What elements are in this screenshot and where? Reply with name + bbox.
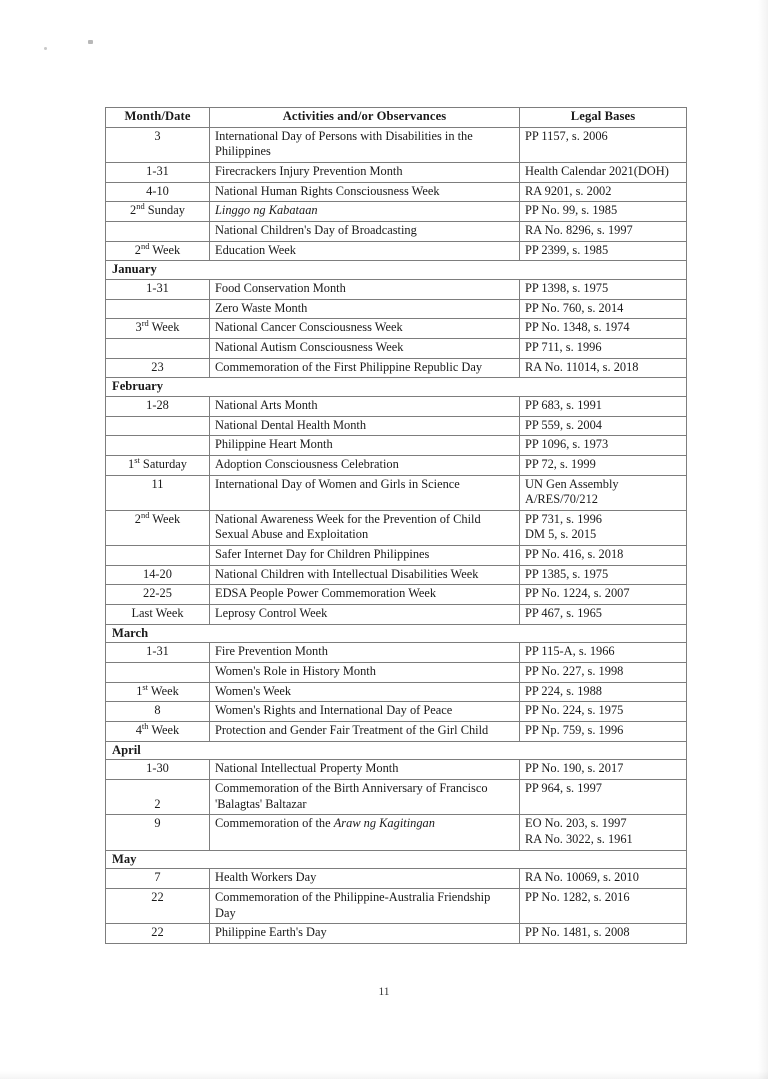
cell-month-date: 22-25 [106,585,210,605]
cell-activity: Philippine Heart Month [210,436,520,456]
scan-speck [44,47,47,50]
table-row [106,760,687,780]
cell-activity: National Human Rights Consciousness Week [210,182,520,202]
cell-activity: Leprosy Control Week [210,604,520,624]
cell-activity: Women's Role in History Month [210,663,520,683]
cell-month-date [106,221,210,241]
cell-month-date: 11 [106,475,210,510]
cell-legal-basis [520,546,687,566]
table-row [106,889,687,924]
legal-basis-line: PP 1385, s. 1975 [525,566,609,581]
cell-legal-basis [520,221,687,241]
cell-legal-basis [520,455,687,475]
cell-activity: Commemoration of the Birth Anniversary of Francisco 'Balagtas' Baltazar [210,780,520,815]
cell-legal-basis [520,475,687,510]
cell-month-date: 2nd Week [106,510,210,545]
legal-basis-line: PP 559, s. 2004 [525,417,602,432]
cell-activity: EDSA People Power Commemoration Week [210,585,520,605]
table-row [106,663,687,683]
cell-month-date: 2 [106,780,210,815]
cell-legal-basis [520,319,687,339]
cell-activity: National Dental Health Month [210,416,520,436]
cell-activity: Food Conservation Month [210,280,520,300]
legal-basis-line: PP 115-A, s. 1966 [525,644,615,659]
cell-activity: Commemoration of the Araw ng Kagitingan [210,815,520,850]
cell-activity: International Day of Persons with Disabilities in the Philippines [210,127,520,162]
scan-edge-shadow [758,0,768,1079]
table-row [106,182,687,202]
cell-month-date: 2nd Week [106,241,210,261]
cell-legal-basis [520,280,687,300]
cell-month-date: 1st Week [106,682,210,702]
month-label: February [106,378,687,397]
table-row [106,702,687,722]
legal-basis-line: PP No. 99, s. 1985 [525,203,618,218]
cell-legal-basis [520,182,687,202]
observances-table [105,107,687,944]
cell-activity: National Children's Day of Broadcasting [210,221,520,241]
legal-basis-line: PP No. 760, s. 2014 [525,300,624,315]
cell-month-date [106,663,210,683]
legal-basis-line: RA No. 10069, s. 2010 [525,870,639,885]
cell-month-date: 3 [106,127,210,162]
table-row [106,643,687,663]
month-label: January [106,261,687,280]
table-row [106,682,687,702]
legal-basis-line: EO No. 203, s. 1997 [525,816,627,831]
table-row [106,721,687,741]
cell-activity: Safer Internet Day for Children Philippines [210,546,520,566]
cell-month-date: 22 [106,924,210,944]
cell-legal-basis [520,682,687,702]
cell-month-date: 1-31 [106,643,210,663]
table-row [106,924,687,944]
legal-basis-line: PP No. 1481, s. 2008 [525,925,630,940]
legal-basis-line: PP No. 190, s. 2017 [525,761,624,776]
table-row [106,319,687,339]
cell-month-date: 1-30 [106,760,210,780]
table-row [106,397,687,417]
cell-month-date: 9 [106,815,210,850]
cell-activity: Adoption Consciousness Celebration [210,455,520,475]
cell-activity: National Awareness Week for the Prevention of Child Sexual Abuse and Exploitation [210,510,520,545]
table-row [106,221,687,241]
legal-basis-line: PP 683, s. 1991 [525,398,602,413]
table-row [106,416,687,436]
column-header-month-date: Month/Date [106,108,210,128]
legal-basis-line: PP No. 1348, s. 1974 [525,320,630,335]
cell-month-date: 1-31 [106,163,210,183]
scan-edge-shadow [0,1071,768,1079]
cell-legal-basis [520,436,687,456]
month-label: March [106,624,687,643]
table-row [106,358,687,378]
cell-month-date: 23 [106,358,210,378]
table-row [106,815,687,850]
cell-legal-basis [520,643,687,663]
legal-basis-line: RA No. 8296, s. 1997 [525,222,633,237]
cell-legal-basis [520,702,687,722]
cell-legal-basis [520,585,687,605]
cell-legal-basis [520,202,687,222]
month-label: April [106,741,687,760]
table-row [106,565,687,585]
month-label: May [106,850,687,869]
cell-activity: National Cancer Consciousness Week [210,319,520,339]
legal-basis-line: PP 224, s. 1988 [525,683,602,698]
cell-month-date: Last Week [106,604,210,624]
cell-legal-basis [520,338,687,358]
legal-basis-line: PP 964, s. 1997 [525,781,602,796]
cell-legal-basis [520,815,687,850]
cell-month-date: 7 [106,869,210,889]
cell-month-date: 1-31 [106,280,210,300]
cell-month-date: 22 [106,889,210,924]
cell-activity: Philippine Earth's Day [210,924,520,944]
legal-basis-line: PP 467, s. 1965 [525,605,602,620]
table-row [106,241,687,261]
cell-activity: National Intellectual Property Month [210,760,520,780]
page-number: 11 [378,986,390,998]
cell-month-date [106,338,210,358]
column-header-legal-bases: Legal Bases [520,108,687,128]
month-section-row [106,624,687,643]
cell-legal-basis [520,780,687,815]
cell-month-date: 3rd Week [106,319,210,339]
cell-month-date [106,299,210,319]
table-row [106,299,687,319]
legal-basis-line: PP No. 1282, s. 2016 [525,890,630,905]
scan-speck [88,40,93,44]
month-section-row [106,378,687,397]
table-row [106,869,687,889]
cell-legal-basis [520,510,687,545]
table-body [106,127,687,943]
cell-activity: Education Week [210,241,520,261]
table-row [106,127,687,162]
cell-month-date: 1st Saturday [106,455,210,475]
cell-month-date: 14-20 [106,565,210,585]
legal-basis-line: PP 2399, s. 1985 [525,242,609,257]
legal-basis-line: PP 1398, s. 1975 [525,281,609,296]
legal-basis-line: PP 72, s. 1999 [525,456,596,471]
cell-activity: Commemoration of the First Philippine Republic Day [210,358,520,378]
column-header-activities: Activities and/or Observances [210,108,520,128]
table-row [106,475,687,510]
legal-basis-line: RA No. 11014, s. 2018 [525,359,639,374]
month-section-row [106,261,687,280]
cell-activity: National Children with Intellectual Disabilities Week [210,565,520,585]
table-row [106,585,687,605]
legal-basis-line: RA 9201, s. 2002 [525,183,612,198]
cell-legal-basis [520,241,687,261]
table-row [106,163,687,183]
cell-month-date: 4-10 [106,182,210,202]
cell-activity: Health Workers Day [210,869,520,889]
cell-activity: Firecrackers Injury Prevention Month [210,163,520,183]
cell-month-date: 8 [106,702,210,722]
cell-legal-basis [520,604,687,624]
legal-basis-line: DM 5, s. 2015 [525,527,597,542]
cell-activity: National Arts Month [210,397,520,417]
cell-month-date [106,436,210,456]
cell-activity: Protection and Gender Fair Treatment of the Girl Child [210,721,520,741]
cell-activity: Zero Waste Month [210,299,520,319]
legal-basis-line: PP No. 1224, s. 2007 [525,586,630,601]
legal-basis-line: PP 711, s. 1996 [525,339,602,354]
legal-basis-line: PP 1157, s. 2006 [525,128,608,143]
legal-basis-line: PP No. 224, s. 1975 [525,703,624,718]
cell-legal-basis [520,299,687,319]
table-row [106,604,687,624]
table-header [106,108,687,128]
table-row [106,455,687,475]
legal-basis-line: Health Calendar 2021(DOH) [525,164,669,179]
cell-legal-basis [520,760,687,780]
legal-basis-line: UN Gen Assembly A/RES/70/212 [525,476,619,507]
cell-activity: Fire Prevention Month [210,643,520,663]
cell-legal-basis [520,721,687,741]
month-section-row [106,850,687,869]
cell-month-date [106,546,210,566]
cell-activity: Women's Week [210,682,520,702]
table-row [106,436,687,456]
month-section-row [106,741,687,760]
cell-activity: Commemoration of the Philippine-Australia Friendship Day [210,889,520,924]
cell-activity: Linggo ng Kabataan [210,202,520,222]
legal-basis-line: PP 1096, s. 1973 [525,437,609,452]
legal-basis-line: PP 731, s. 1996 [525,511,602,526]
cell-legal-basis [520,924,687,944]
cell-activity: Women's Rights and International Day of Peace [210,702,520,722]
legal-basis-line: PP No. 227, s. 1998 [525,664,624,679]
cell-month-date: 4th Week [106,721,210,741]
cell-month-date: 2nd Sunday [106,202,210,222]
cell-legal-basis [520,663,687,683]
legal-basis-line: RA No. 3022, s. 1961 [525,831,633,846]
cell-legal-basis [520,127,687,162]
cell-legal-basis [520,889,687,924]
cell-legal-basis [520,358,687,378]
table-row [106,510,687,545]
cell-legal-basis [520,565,687,585]
cell-month-date: 1-28 [106,397,210,417]
table-row [106,202,687,222]
cell-legal-basis [520,397,687,417]
legal-basis-line: PP No. 416, s. 2018 [525,547,624,562]
table-row [106,338,687,358]
cell-legal-basis [520,416,687,436]
table-row [106,780,687,815]
table-row [106,280,687,300]
table-row [106,546,687,566]
cell-activity: National Autism Consciousness Week [210,338,520,358]
table-header-row [106,108,687,128]
cell-legal-basis [520,163,687,183]
legal-basis-line: PP Np. 759, s. 1996 [525,722,624,737]
cell-legal-basis [520,869,687,889]
cell-month-date [106,416,210,436]
cell-activity: International Day of Women and Girls in Science [210,475,520,510]
